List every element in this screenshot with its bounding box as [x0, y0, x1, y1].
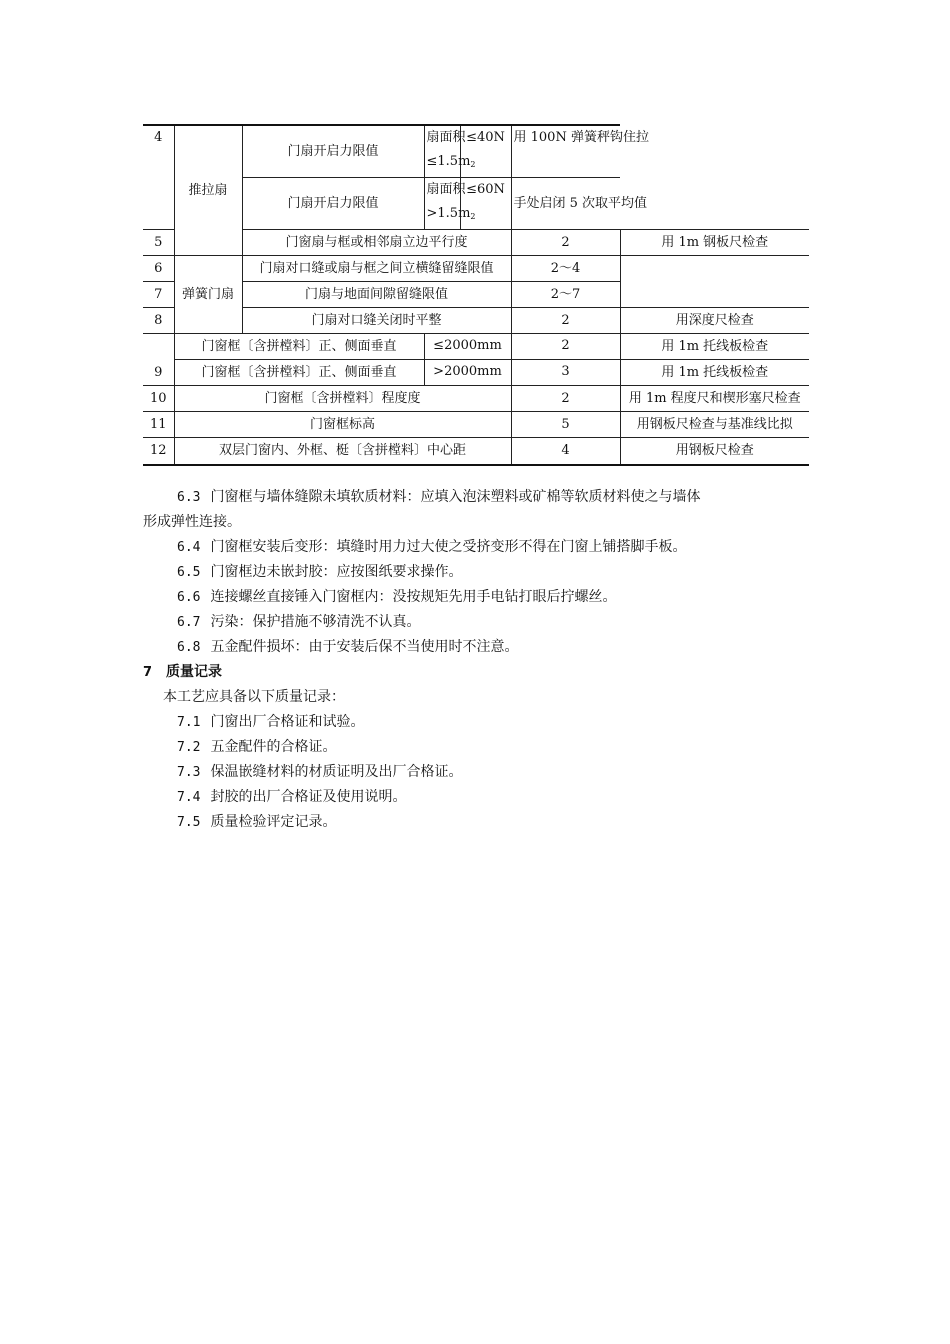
row-number: 10	[143, 386, 174, 412]
paragraph-7-2: 7.2 五金配件的合格证。	[177, 739, 337, 755]
group-label-sliding: 推拉扇	[174, 125, 242, 256]
table-cell-item: 门窗框〔含拼樘料〕正、侧面垂直	[174, 334, 424, 360]
table-cell-condition: >2000mm	[424, 360, 511, 386]
row-number: 11	[143, 412, 174, 438]
section-7-intro: 本工艺应具备以下质量记录：	[163, 689, 345, 705]
table-cell-item: 门扇开启力限值	[242, 178, 424, 230]
table-row-9b	[143, 360, 809, 386]
body-text	[143, 485, 809, 835]
row-number: 6	[143, 256, 174, 282]
table-cell-item: 门扇对口缝或扇与框之间立横缝留缝限值	[242, 256, 511, 282]
table-row-9a	[143, 334, 809, 360]
table-row-5	[143, 230, 809, 256]
table-cell-value: 5	[511, 412, 620, 438]
table-cell-item: 门扇对口缝关闭时平整	[242, 308, 511, 334]
table-cell-value: 2	[511, 386, 620, 412]
table-row-4a	[143, 125, 809, 178]
table-row-8	[143, 308, 809, 334]
table-cell-condition: 扇面积 $\le 1.5m_2$	[424, 125, 460, 178]
table-cell-method: 用 1m 钢板尺检查	[620, 230, 809, 256]
table-cell-condition: ≤2000mm	[424, 334, 511, 360]
paragraph-7-4: 7.4 封胶的出厂合格证及使用说明。	[177, 789, 407, 805]
table-cell-value: 2	[511, 334, 620, 360]
table-cell-method: 用 100N 弹簧秤钩住拉	[511, 125, 620, 178]
table-cell-value: 2	[511, 230, 620, 256]
row-number: 8	[143, 308, 174, 334]
table-cell-item: 门扇开启力限值	[242, 125, 424, 178]
section-heading-7: 7 质量记录	[143, 664, 223, 680]
table-row-10	[143, 386, 809, 412]
table-cell-value: 3	[511, 360, 620, 386]
table-cell-item: 双层门窗内、外框、梃〔含拼樘料〕中心距	[174, 438, 511, 465]
table-row-11	[143, 412, 809, 438]
table-cell-value: 4	[511, 438, 620, 465]
table-cell-item: 门窗框〔含拼樘料〕正、侧面垂直	[174, 360, 424, 386]
table-cell-method: 手处启闭 5 次取平均值	[511, 178, 620, 230]
row-number: 9	[143, 334, 174, 386]
paragraph-6-3: 6.3 门窗框与墙体缝隙未填软质材料：应填入泡沫塑料或矿棉等软质材料使之与墙体	[177, 489, 701, 505]
row-number: 5	[143, 230, 174, 256]
table-cell-value: 2～4	[511, 256, 620, 282]
row-number: 12	[143, 438, 174, 465]
table-row-6	[143, 256, 809, 282]
paragraph-7-1: 7.1 门窗出厂合格证和试验。	[177, 714, 365, 730]
table-cell-value: ≤40N	[460, 125, 511, 178]
paragraph-6-6: 6.6 连接螺丝直接锤入门窗框内：没按规矩先用手电钻打眼后拧螺丝。	[177, 589, 617, 605]
table-row-12	[143, 438, 809, 465]
paragraph-6-3-continued: 形成弹性连接。	[143, 514, 241, 530]
table-cell-method: 用 1m 托线板检查	[620, 360, 809, 386]
paragraph-6-8: 6.8 五金配件损坏：由于安装后保不当使用时不注意。	[177, 639, 519, 655]
table-cell-value: 2	[511, 308, 620, 334]
table-cell-value: 2～7	[511, 282, 620, 308]
paragraph-6-7: 6.7 污染：保护措施不够清洗不认真。	[177, 614, 421, 630]
table-cell-method: 用深度尺检查	[620, 308, 809, 334]
table-cell-item: 门窗框〔含拼樘料〕程度度	[174, 386, 511, 412]
row-number: 4	[143, 125, 174, 230]
tolerance-table	[143, 124, 809, 466]
table-cell-item: 门扇与地面间隙留缝限值	[242, 282, 511, 308]
table-row-4b	[143, 178, 809, 230]
paragraph-7-5: 7.5 质量检验评定记录。	[177, 814, 337, 830]
table-cell-item: 门窗扇与框或相邻扇立边平行度	[242, 230, 511, 256]
row-number: 7	[143, 282, 174, 308]
table-cell-item: 门窗框标高	[174, 412, 511, 438]
table-cell-method: 用钢板尺检查与基准线比拟	[620, 412, 809, 438]
table-cell-value: ≤60N	[460, 178, 511, 230]
table-cell-method-empty	[620, 256, 809, 308]
group-label-spring-door: 弹簧门扇	[174, 256, 242, 334]
paragraph-7-3: 7.3 保温嵌缝材料的材质证明及出厂合格证。	[177, 764, 463, 780]
paragraph-6-4: 6.4 门窗框安装后变形：填缝时用力过大使之受挤变形不得在门窗上铺搭脚手板。	[177, 539, 687, 555]
table-cell-method: 用 1m 托线板检查	[620, 334, 809, 360]
table-cell-condition: 扇面积 $>1.5m_2$	[424, 178, 460, 230]
table-cell-method: 用钢板尺检查	[620, 438, 809, 465]
paragraph-6-5: 6.5 门窗框边未嵌封胶：应按图纸要求操作。	[177, 564, 463, 580]
table-cell-method: 用 1m 程度尺和楔形塞尺检查	[620, 386, 809, 412]
